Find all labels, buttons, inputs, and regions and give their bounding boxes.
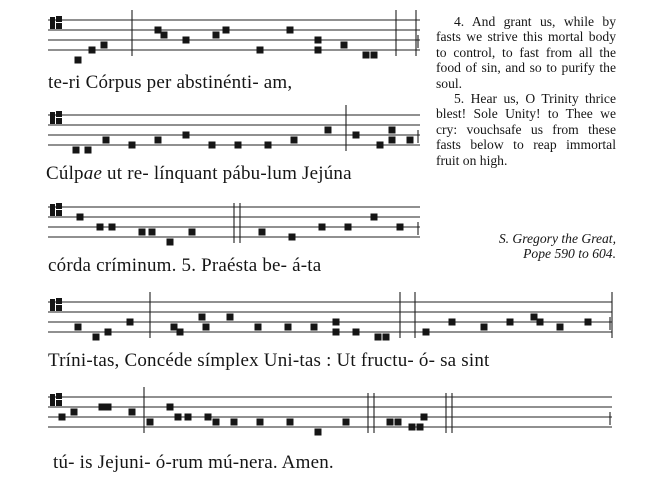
lyric-line-2-start: Cúlp	[46, 163, 84, 184]
neume-note	[255, 324, 262, 331]
neume-note	[59, 414, 66, 421]
neume-note	[421, 414, 428, 421]
neume-note	[235, 142, 242, 149]
neume-note	[127, 319, 134, 326]
neume-note	[557, 324, 564, 331]
neume-note	[285, 324, 292, 331]
clef-icon	[50, 17, 55, 29]
neume-note	[223, 27, 230, 34]
clef-icon	[56, 400, 62, 406]
neume-note	[161, 32, 168, 39]
clef-icon	[50, 112, 55, 124]
lyric-line-2-italic: ae	[83, 163, 103, 184]
neume-note	[315, 429, 322, 436]
neume-note	[185, 414, 192, 421]
neume-note	[481, 324, 488, 331]
neume-note	[183, 132, 190, 139]
translation-stanza-5: 5. Hear us, O Trinity thrice blest! Sole Unity! to Thee we cry: vouchsafe us from these fasts below to reap immortal fruit on high.	[436, 91, 616, 168]
lyric-line-2	[46, 163, 352, 185]
neume-note	[531, 314, 538, 321]
neume-note	[97, 224, 104, 231]
neume-note	[259, 229, 266, 236]
lyric-line-2-rest: ut re- línquant pábu-lum Jejúna	[102, 163, 352, 184]
neume-note	[183, 37, 190, 44]
attribution	[436, 231, 616, 262]
neume-note	[371, 214, 378, 221]
neume-note	[129, 142, 136, 149]
neume-note	[75, 324, 82, 331]
clef-icon	[50, 299, 55, 311]
neume-note	[265, 142, 272, 149]
neume-note	[175, 414, 182, 421]
clef-icon	[56, 111, 62, 117]
neume-note	[287, 27, 294, 34]
neume-note	[389, 137, 396, 144]
neume-note	[345, 224, 352, 231]
neume-note	[105, 329, 112, 336]
neume-note	[155, 137, 162, 144]
clef-icon	[56, 393, 62, 399]
neume-note	[417, 424, 424, 431]
neume-note	[71, 409, 78, 416]
neume-note	[203, 324, 210, 331]
clef-icon	[56, 305, 62, 311]
translation-stanza-4: 4. And grant us, while by fasts we strive this mortal body to control, to fast from all the food of sin, and so to purify the soul.	[436, 14, 616, 91]
neume-note	[209, 142, 216, 149]
neume-note	[257, 419, 264, 426]
neume-note	[311, 324, 318, 331]
neume-note	[353, 132, 360, 139]
neume-note	[333, 329, 340, 336]
neume-note	[257, 47, 264, 54]
neume-note	[149, 229, 156, 236]
neume-note	[105, 404, 112, 411]
neume-note	[287, 419, 294, 426]
neume-note	[449, 319, 456, 326]
neume-note	[371, 52, 378, 59]
neume-note	[343, 419, 350, 426]
neume-note	[375, 334, 382, 341]
neume-note	[93, 334, 100, 341]
neume-note	[315, 47, 322, 54]
neume-note	[75, 57, 82, 64]
neume-note	[85, 147, 92, 154]
neume-note	[109, 224, 116, 231]
neume-note	[73, 147, 80, 154]
neume-note	[325, 127, 332, 134]
clef-icon	[56, 23, 62, 29]
neume-note	[139, 229, 146, 236]
neume-note	[383, 334, 390, 341]
neume-note	[289, 234, 296, 241]
neume-note	[397, 224, 404, 231]
neume-note	[423, 329, 430, 336]
neume-note	[147, 419, 154, 426]
neume-note	[167, 239, 174, 246]
neume-note	[319, 224, 326, 231]
neume-note	[189, 229, 196, 236]
neume-note	[537, 319, 544, 326]
lyric-line-3: córda críminum. 5. Praésta be- á-ta	[48, 255, 322, 276]
neume-note	[395, 419, 402, 426]
neume-note	[291, 137, 298, 144]
attribution-papacy: Pope 590 to 604.	[523, 246, 616, 262]
lyric-line-1: te-ri Córpus per abstinénti- am,	[48, 72, 293, 93]
neume-note	[213, 32, 220, 39]
neume-note	[507, 319, 514, 326]
neume-note	[199, 314, 206, 321]
lyric-line-4: Tríni-tas, Concéde símplex Uni-tas : Ut fructu- ó- sa sint	[48, 350, 490, 371]
neume-note	[103, 137, 110, 144]
neume-note	[363, 52, 370, 59]
clef-icon	[56, 118, 62, 124]
clef-icon	[50, 394, 55, 406]
neume-note	[167, 404, 174, 411]
neume-note	[77, 214, 84, 221]
lyric-line-5: tú- is Jejuni- ó-rum mú-nera. Amen.	[53, 452, 334, 473]
neume-note	[227, 314, 234, 321]
clef-icon	[56, 298, 62, 304]
neume-note	[377, 142, 384, 149]
neume-note	[409, 424, 416, 431]
neume-note	[129, 409, 136, 416]
neume-note	[341, 42, 348, 49]
neume-note	[99, 404, 106, 411]
neume-note	[171, 324, 178, 331]
attribution-author: S. Gregory the Great,	[498, 231, 616, 246]
clef-icon	[56, 203, 62, 209]
neume-note	[315, 37, 322, 44]
clef-icon	[56, 16, 62, 22]
neume-note	[177, 329, 184, 336]
neume-note	[333, 319, 340, 326]
translation-text	[436, 14, 616, 168]
neume-note	[89, 47, 96, 54]
neume-note	[213, 419, 220, 426]
clef-icon	[50, 204, 55, 216]
neume-note	[231, 419, 238, 426]
neume-note	[205, 414, 212, 421]
neume-note	[387, 419, 394, 426]
neume-note	[389, 127, 396, 134]
neume-note	[585, 319, 592, 326]
neume-note	[353, 329, 360, 336]
neume-note	[155, 27, 162, 34]
neume-note	[101, 42, 108, 49]
neume-note	[407, 137, 414, 144]
clef-icon	[56, 210, 62, 216]
